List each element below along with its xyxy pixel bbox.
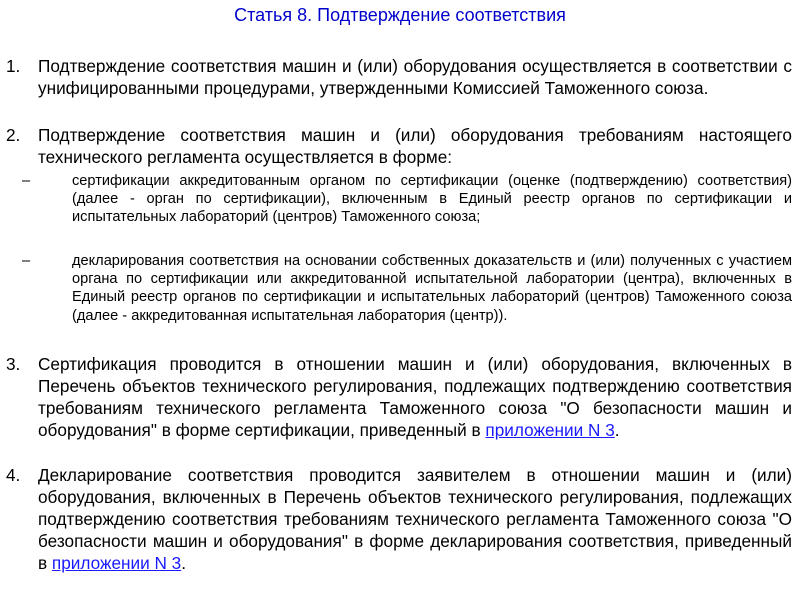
paragraph-3 [6,353,792,441]
paragraph-number: 1. [6,56,21,76]
paragraph-text: Подтверждение соответствия машин и (или) оборудования требованиям настоящего технического регламента осуществляется в форме: [38,125,792,167]
paragraph-number: 3. [6,354,21,374]
paragraph-4 [6,464,792,574]
paragraph-2 [6,124,792,168]
article-title: Статья 8. Подтверждение соответствия [234,5,566,25]
paragraph-3-text: Сертификация проводится в отношении машин и (или) оборудования, включенных в Перечень объектов технического регулирования, подлежащих подтверждению соответствия требованиям технического регламента Таможенного союза "О безопасности машин и оборудования" в форме сертификации, приведенный в [38,354,792,440]
paragraph-number: 2. [6,125,21,145]
subitem-declaration [6,252,792,325]
subitem-text: декларирования соответствия на основании собственных доказательств и (или) полученных с участием органа по сертификации или аккредитованной испытательной лаборатории (центра), включенных в Единый реестр органов по сертификации и испытательных лабораторий (центров) Таможенного союза (далее - аккредитованная испытательная лаборатория (центр)). [72,253,792,324]
paragraph-text [38,464,792,574]
paragraph-text [38,353,792,441]
paragraph-4-text: Декларирование соответствия проводится заявителем в отношении машин и (или) оборудования, включенных в Перечень объектов технического регулирования, подлежащих подтверждению соответствия требованиям технического регламента Таможенного союза "О безопасности машин и оборудования" в форме декларирования соответствия, приведенный в [38,465,792,573]
appendix-3-link[interactable]: приложении N 3 [485,420,615,440]
dash-marker: – [22,253,31,269]
appendix-3-link[interactable]: приложении N 3 [51,553,182,573]
paragraph-text: Подтверждение соответствия машин и (или) оборудования осуществляется в соответствии с унифицированными процедурами, утвержденными Комиссией Таможенного союза. [38,56,792,98]
paragraph-3-tail: . [614,420,620,440]
paragraph-4-tail: . [181,553,187,573]
paragraph-1 [6,55,792,99]
dash-marker: – [22,173,31,189]
paragraph-number: 4. [6,465,21,485]
subitem-text: сертификации аккредитованным органом по сертификации (оценке (подтверждению) соответствия) (далее - орган по сертификации), включенным в Единый реестр органов по сертификации и испытательных лабораторий (центров) Таможенного союза; [72,173,792,226]
subitem-certification [6,172,792,227]
